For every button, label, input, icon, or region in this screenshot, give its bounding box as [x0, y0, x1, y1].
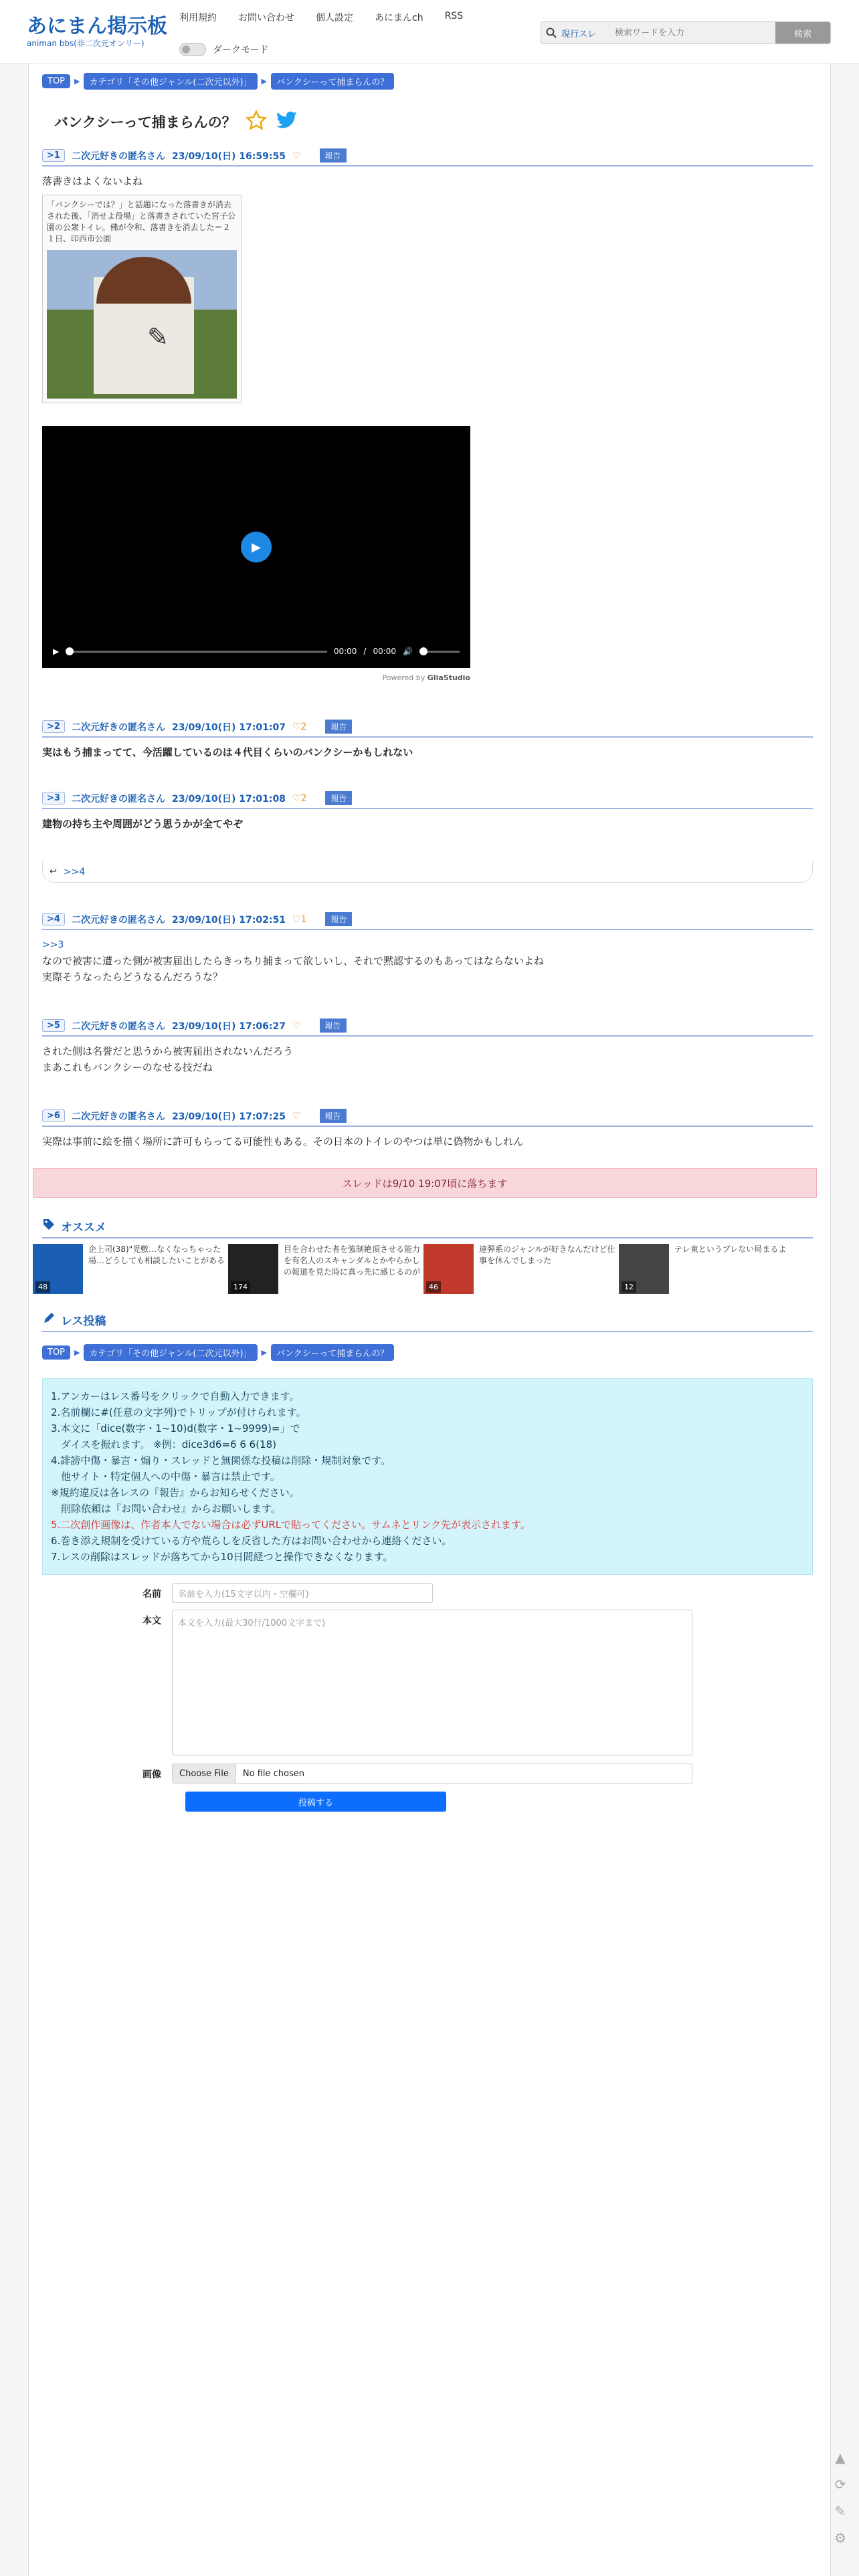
like-count: 1 — [300, 914, 307, 925]
post-line: まあこれもバンクシーのなせる技だね — [42, 1061, 213, 1073]
post-number[interactable]: >1 — [42, 149, 65, 162]
recommend-count: 12 — [622, 1281, 636, 1293]
post-6 — [42, 1109, 821, 1150]
breadcrumb-top[interactable]: TOP — [42, 74, 70, 88]
report-button[interactable]: 報告 — [325, 720, 352, 734]
recommend-item[interactable] — [228, 1244, 423, 1294]
tag-icon — [42, 1218, 56, 1235]
post-4 — [42, 912, 821, 985]
post-number[interactable]: >5 — [42, 1019, 65, 1032]
name-field[interactable]: 名前を入力(15文字以内・空欄可) — [172, 1583, 433, 1603]
post-5 — [42, 1018, 821, 1075]
rule-line: 6.巻き添え規制を受けている方や荒らしを反省した方はお問い合わせから連絡ください。 — [51, 1535, 452, 1547]
reply-form-header — [42, 1311, 813, 1332]
post-date: 23/09/10(日) 16:59:55 — [171, 150, 286, 162]
dark-mode-label: ダークモード — [213, 45, 269, 56]
replies-bar — [42, 861, 813, 883]
post-body — [42, 1043, 821, 1075]
anchor-link[interactable]: >>3 — [42, 940, 64, 950]
chevron-right-icon: ▶ — [261, 77, 267, 86]
posting-rules — [42, 1378, 813, 1575]
settings-icon[interactable]: ⚙ — [834, 2530, 846, 2546]
post-number[interactable]: >4 — [42, 913, 65, 926]
rule-line: 削除依頼は『お問い合わせ』からお願いします。 — [51, 1503, 281, 1515]
poster-name: 二次元好きの匿名さん — [71, 722, 165, 733]
powered-brand[interactable]: GliaStudio — [427, 673, 470, 682]
heart-icon[interactable]: ♡ — [292, 1020, 301, 1031]
scroll-top-icon[interactable]: ▲ — [835, 2450, 846, 2466]
rule-line: 4.誹謗中傷・暴言・煽り・スレッドと無関係な投稿は削除・規制対象です。 — [51, 1455, 391, 1467]
star-icon[interactable] — [246, 110, 267, 134]
post-number[interactable]: >6 — [42, 1109, 65, 1122]
image-row — [42, 1763, 821, 1784]
heart-icon[interactable]: ♡ — [292, 1110, 301, 1121]
post-number-value: 3 — [54, 793, 60, 803]
post-header — [42, 1018, 813, 1037]
post-body: 実際は事前に絵を描く場所に許可もらってる可能性もある。その日本のトイレのやつは単に偽物かもしれん — [42, 1136, 524, 1148]
thread-title-row — [54, 110, 821, 134]
breadcrumb-category[interactable]: カテゴリ「その他ジャンル(二次元以外)」 — [84, 73, 257, 90]
post-body: 建物の持ち主や周囲がどう思うかが全てやぞ — [42, 818, 244, 830]
report-button[interactable]: 報告 — [320, 1018, 347, 1033]
rule-line: ダイスを振れます。 ※例：dice3d6=6 6 6(18) — [51, 1438, 276, 1451]
heart-icon[interactable]: ♡ — [292, 150, 301, 161]
play-small-icon[interactable]: ▶ — [53, 647, 60, 656]
page-title: バンクシーって捕まらんの？ — [54, 114, 236, 130]
reply-arrow-icon: ↩ — [50, 867, 57, 877]
heart-icon[interactable]: ♡2 — [292, 721, 307, 732]
refresh-icon[interactable]: ⟳ — [834, 2476, 846, 2492]
search-scope-select[interactable]: 現行スレ — [561, 29, 597, 39]
logo-subtitle: animan bbs(非二次元オンリー) — [27, 39, 145, 48]
nav-terms[interactable]: 利用規約 — [179, 13, 217, 23]
video-player[interactable] — [42, 426, 470, 668]
site-header — [0, 0, 859, 64]
post-date: 23/09/10(日) 17:02:51 — [171, 914, 286, 926]
recommend-thumb — [423, 1244, 474, 1294]
side-tools — [827, 2448, 854, 2548]
nav-rss[interactable]: RSS — [444, 11, 464, 21]
video-time-current: 00:00 — [333, 647, 357, 656]
reply-form-section — [42, 1311, 821, 1812]
body-label: 本文 — [142, 1616, 161, 1626]
news-image — [47, 250, 237, 399]
post-header — [42, 912, 813, 930]
recommend-text: テレ東というブレない局まるよ — [674, 1245, 787, 1254]
post-body — [42, 937, 821, 985]
post-date: 23/09/10(日) 17:01:07 — [171, 722, 286, 733]
poster-name: 二次元好きの匿名さん — [71, 914, 165, 926]
post-header — [42, 1109, 813, 1127]
post-line: 実際そうなったらどうなるんだろうな？ — [42, 971, 223, 983]
volume-icon[interactable]: 🔊 — [403, 647, 413, 656]
chevron-right-icon: ▶ — [74, 77, 80, 86]
breadcrumb-category[interactable]: カテゴリ「その他ジャンル(二次元以外)」 — [84, 1344, 257, 1361]
pen-icon — [42, 1311, 56, 1328]
time-separator: / — [363, 647, 367, 656]
dark-mode-switch[interactable] — [179, 43, 206, 56]
video-time-total: 00:00 — [373, 647, 397, 656]
toilet-roof — [96, 257, 191, 304]
nav-contact[interactable]: お問い合わせ — [238, 13, 294, 23]
image-file-input[interactable] — [172, 1763, 692, 1784]
video-controls — [53, 647, 460, 656]
recommend-thumb — [228, 1244, 278, 1294]
breadcrumb — [42, 73, 821, 90]
report-button[interactable]: 報告 — [325, 912, 352, 926]
post-body: 実はもう捕まってて、今活躍しているのは４代目くらいのバンクシーかもしれない — [42, 746, 413, 758]
post-number-value: 6 — [54, 1111, 60, 1121]
news-caption: 「バンクシーでは？」と話題になった落書きが消去された後、「消せよ役場」と落書きされていた宮子公園の公衆トイレ。佛が令和、落書きを消去した＝２１日、印西市公園 — [47, 200, 236, 243]
post-2 — [42, 720, 821, 760]
post-number-value: 1 — [54, 150, 60, 160]
recommend-text: 企上司(38)"児敷…なくなっちゃった場…どうしても相談したいことがある — [88, 1245, 225, 1265]
top-nav — [179, 11, 463, 24]
image-label: 画像 — [142, 1769, 161, 1780]
rule-line: 5.二次創作画像は、作者本人でない場合は必ずURLで貼ってください。サムネとリンク先が表示されます。 — [51, 1519, 531, 1531]
recommend-title: オススメ — [61, 1221, 106, 1235]
dark-mode-toggle[interactable] — [179, 43, 268, 56]
play-icon[interactable]: ▶ — [241, 532, 272, 562]
recommend-count: 174 — [231, 1281, 250, 1293]
poster-name: 二次元好きの匿名さん — [71, 793, 165, 804]
video-progress-slider[interactable] — [66, 651, 327, 653]
post-number[interactable]: >3 — [42, 792, 65, 804]
thread-deadline-alert: スレッドは9/10 19:07頃に落ちます — [33, 1168, 817, 1198]
report-button[interactable]: 報告 — [325, 791, 352, 805]
recommend-count: 46 — [426, 1281, 441, 1293]
post-number-value: 5 — [54, 1021, 60, 1031]
recommend-text: 連弾系のジャンルが好きなんだけど仕事を休んでしまった — [479, 1245, 615, 1265]
breadcrumb-thread[interactable]: バンクシーって捕まらんの？ — [271, 73, 394, 90]
nav-animanch[interactable]: あにまんch — [375, 13, 423, 23]
post-number-value: 2 — [54, 722, 60, 732]
rule-line: ※規約違反は各レスの『報告』からお知らせください。 — [51, 1487, 300, 1499]
volume-slider[interactable] — [419, 651, 460, 653]
file-status: No file chosen — [242, 1768, 304, 1779]
video-powered-by — [42, 673, 470, 682]
poster-name: 二次元好きの匿名さん — [71, 150, 165, 162]
reply-form-title: レス投稿 — [61, 1315, 106, 1328]
poster-name: 二次元好きの匿名さん — [71, 1021, 165, 1032]
recommend-list — [33, 1244, 821, 1294]
breadcrumb-thread[interactable]: バンクシーって捕まらんの？ — [271, 1344, 394, 1361]
report-button[interactable]: 報告 — [320, 148, 347, 163]
nav-settings[interactable]: 個人設定 — [316, 13, 353, 23]
post-date: 23/09/10(日) 17:06:27 — [171, 1021, 286, 1032]
post-3 — [42, 791, 821, 883]
post-body: 落書きはよくないよね — [42, 175, 143, 187]
name-label: 名前 — [142, 1589, 161, 1600]
post-header — [42, 791, 813, 809]
powered-prefix: Powered by — [382, 673, 425, 682]
post-1 — [42, 148, 821, 682]
main-content — [28, 64, 831, 2576]
report-button[interactable]: 報告 — [320, 1109, 347, 1123]
twitter-icon[interactable] — [276, 111, 298, 133]
breadcrumb-top[interactable]: TOP — [42, 1346, 70, 1360]
chevron-right-icon: ▶ — [261, 1348, 267, 1357]
post-number-value: 4 — [54, 914, 60, 924]
poster-name: 二次元好きの匿名さん — [71, 1111, 165, 1122]
chevron-right-icon: ▶ — [74, 1348, 80, 1357]
like-count: 2 — [300, 792, 307, 804]
rule-line: 他サイト・特定個人への中傷・暴言は禁止です。 — [51, 1471, 280, 1483]
recommend-item[interactable] — [423, 1244, 619, 1294]
logo-title: あにまん掲示板 — [27, 15, 167, 38]
like-count: 2 — [300, 721, 307, 732]
post-header — [42, 720, 813, 738]
body-row — [42, 1610, 821, 1755]
rule-line: 3.本文に「dice(数字・1~10)d(数字・1~9999)=」で — [51, 1422, 300, 1434]
post-date: 23/09/10(日) 17:01:08 — [171, 793, 286, 804]
recommend-thumb — [33, 1244, 83, 1294]
post-header — [42, 148, 813, 167]
recommend-header — [42, 1218, 813, 1239]
recommend-item[interactable] — [33, 1244, 228, 1294]
name-row — [42, 1583, 821, 1603]
recommend-item[interactable] — [619, 1244, 814, 1294]
body-textarea[interactable]: 本文を入力(最大30行/1000文字まで) — [172, 1610, 692, 1755]
post-date: 23/09/10(日) 17:07:25 — [171, 1111, 286, 1122]
graffiti-mark: ✎ — [147, 322, 169, 352]
choose-file-button[interactable]: Choose File — [173, 1764, 236, 1783]
news-embed-card[interactable] — [42, 195, 242, 403]
search-button[interactable]: 検索 — [775, 22, 830, 43]
site-logo[interactable] — [27, 15, 167, 49]
search-bar — [541, 21, 831, 44]
post-number[interactable]: >2 — [42, 720, 65, 733]
post-line: された側は名誉だと思うから被害届出されないんだろう — [42, 1045, 294, 1057]
search-input[interactable] — [608, 22, 775, 43]
reply-link[interactable]: >>4 — [63, 866, 86, 877]
heart-icon[interactable]: ♡2 — [292, 792, 307, 804]
recommend-section — [38, 1218, 821, 1294]
post-line: なので被害に遭った側が被害届出したらきっちり捕まって欲しいし、それで黙認するのもあってはならないよね — [42, 955, 544, 967]
heart-icon[interactable]: ♡1 — [292, 914, 307, 925]
recommend-count: 48 — [35, 1281, 50, 1293]
rule-line: 7.レスの削除はスレッドが落ちてから10日間経つと操作できなくなります。 — [51, 1551, 393, 1563]
search-icon — [541, 22, 561, 43]
submit-button[interactable]: 投稿する — [185, 1792, 446, 1812]
edit-icon[interactable]: ✎ — [834, 2503, 846, 2519]
rule-line: 2.名前欄に#(任意の文字列)でトリップが付けられます。 — [51, 1406, 306, 1418]
recommend-thumb — [619, 1244, 669, 1294]
rule-line: 1.アンカーはレス番号をクリックで自動入力できます。 — [51, 1390, 300, 1402]
recommend-text: 目を合わせた者を強制絶頂させる能力を有名人のスキャンダルとかやらかしの報道を見た時に真っ先に感じるのが — [284, 1245, 421, 1277]
breadcrumb-bottom — [42, 1344, 821, 1361]
